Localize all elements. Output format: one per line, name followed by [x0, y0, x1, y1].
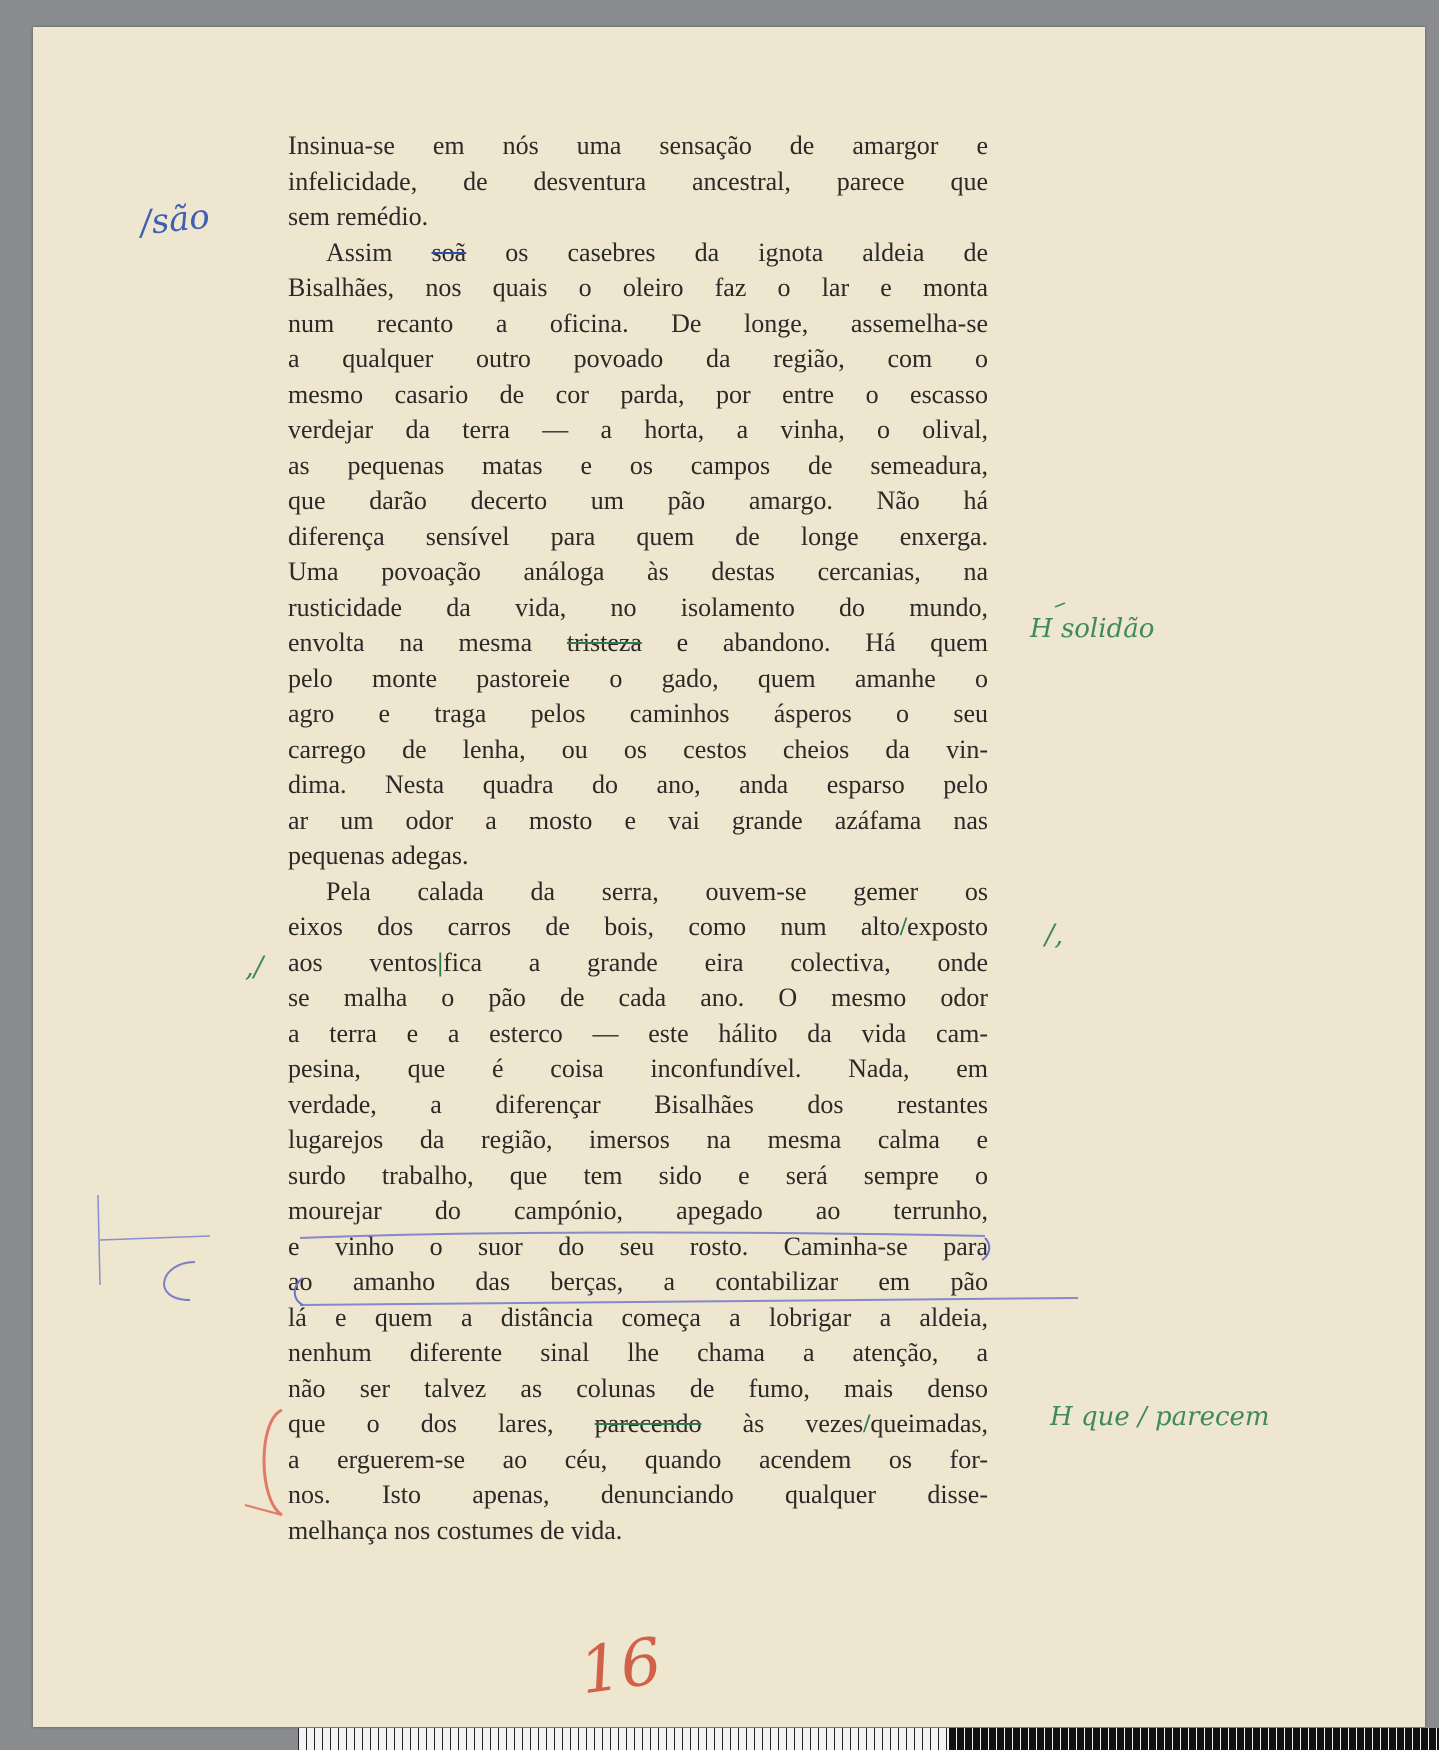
- insert-mark: /: [899, 912, 908, 941]
- text-line: Bisalhães, nos quais o oleiro faz o lar e monta: [288, 273, 988, 302]
- text-line: [288, 625, 988, 661]
- text-fragment: envolta na mesma: [288, 628, 533, 657]
- page-number: 16: [575, 1624, 667, 1710]
- text-line: Uma povoação análoga às destas cercanias, na: [288, 557, 988, 586]
- text-line: que darão decerto um pão amargo. Não há: [288, 486, 988, 515]
- text-line: num recanto a oficina. De longe, assemelha-se: [288, 308, 988, 338]
- margin-note-solidao: H solidão: [1030, 614, 1155, 644]
- text-fragment: e abandono. Há quem: [676, 628, 989, 657]
- margin-note-comma-left: ,/: [245, 950, 264, 983]
- text-line: diferença sensível para quem de longe enxerga.: [288, 521, 988, 551]
- text-line: a terra e a esterco — este hálito da vida cam-: [288, 1018, 988, 1048]
- struck-word: soã: [431, 237, 467, 267]
- text-line: lá e quem a distância começa a lobrigar a aldeia,: [288, 1302, 988, 1332]
- text-line: [288, 235, 988, 271]
- text-line: infelicidade, de desventura ancestral, parece que: [288, 166, 988, 196]
- insert-mark: |: [437, 947, 444, 977]
- margin-note-que-parecem: H que / parecem: [1050, 1402, 1270, 1432]
- text-line: verdejar da terra — a horta, a vinha, o olival,: [288, 415, 988, 444]
- text-fragment: que o dos lares,: [288, 1409, 554, 1438]
- text-fragment: Assim: [326, 237, 393, 267]
- text-line: sem remédio.: [288, 202, 429, 231]
- text-line: ao amanho das berças, a contabilizar em pão: [288, 1267, 988, 1296]
- scale-ruler-dark: [948, 1728, 1439, 1750]
- text-line: não ser talvez as colunas de fumo, mais denso: [288, 1373, 988, 1403]
- text-fragment: aos ventos: [288, 947, 438, 977]
- text-line: pesina, que é coisa inconfundível. Nada, em: [288, 1054, 988, 1083]
- text-line: [288, 945, 988, 981]
- text-line: e vinho o suor do seu rosto. Caminha-se para: [288, 1231, 988, 1261]
- text-line: Pela calada da serra, ouvem-se gemer os: [326, 876, 988, 906]
- text-line: mesmo casario de cor parda, por entre o escasso: [288, 379, 988, 409]
- text-line: [288, 909, 988, 945]
- text-line: nenhum diferente sinal lhe chama a atenção, a: [288, 1338, 988, 1367]
- text-fragment: eixos dos carros de bois, como num alto: [288, 912, 900, 941]
- text-line: pequenas adegas.: [288, 841, 469, 870]
- text-line: mourejar do campónio, apegado ao terrunho,: [288, 1196, 988, 1225]
- text-line: a qualquer outro povoado da região, com o: [288, 344, 988, 373]
- text-line: lugarejos da região, imersos na mesma calma e: [288, 1125, 988, 1154]
- text-line: surdo trabalho, que tem sido e será sempre o: [288, 1160, 988, 1190]
- struck-word: parecendo: [594, 1409, 702, 1438]
- text-line: nos. Isto apenas, denunciando qualquer disse-: [288, 1480, 988, 1509]
- text-fragment: às vezes: [742, 1409, 864, 1438]
- text-line: as pequenas matas e os campos de semeadura,: [288, 450, 988, 480]
- text-line: carrego de lenha, ou os cestos cheios da vin-: [288, 734, 988, 764]
- margin-note-sao: /são: [138, 196, 212, 244]
- text-fragment: os casebres da ignota aldeia de: [505, 237, 988, 267]
- text-line: melhança nos costumes de vida.: [288, 1515, 623, 1545]
- text-line: se malha o pão de cada ano. O mesmo odor: [288, 983, 988, 1012]
- body-text: [288, 128, 988, 1548]
- text-line: verdade, a diferençar Bisalhães dos restantes: [288, 1089, 988, 1119]
- scale-ruler: [298, 1728, 1439, 1750]
- text-line: rusticidade da vida, no isolamento do mundo,: [288, 592, 988, 622]
- text-line: agro e traga pelos caminhos ásperos o seu: [288, 699, 988, 728]
- insert-mark: /: [863, 1409, 871, 1438]
- text-line: [288, 1406, 988, 1442]
- margin-note-comma: /,: [1045, 918, 1064, 951]
- text-fragment: fica a grande eira colectiva, onde: [443, 947, 989, 977]
- text-line: dima. Nesta quadra do ano, anda esparso pelo: [288, 770, 988, 799]
- text-fragment: queimadas,: [870, 1409, 989, 1438]
- text-fragment: exposto: [907, 912, 988, 941]
- text-line: ar um odor a mosto e vai grande azáfama nas: [288, 805, 988, 835]
- text-line: a erguerem-se ao céu, quando acendem os for-: [288, 1444, 988, 1474]
- struck-word: tristeza: [566, 628, 642, 657]
- text-line: Insinua-se em nós uma sensação de amargor e: [288, 131, 988, 160]
- text-line: pelo monte pastoreie o gado, quem amanhe o: [288, 663, 988, 693]
